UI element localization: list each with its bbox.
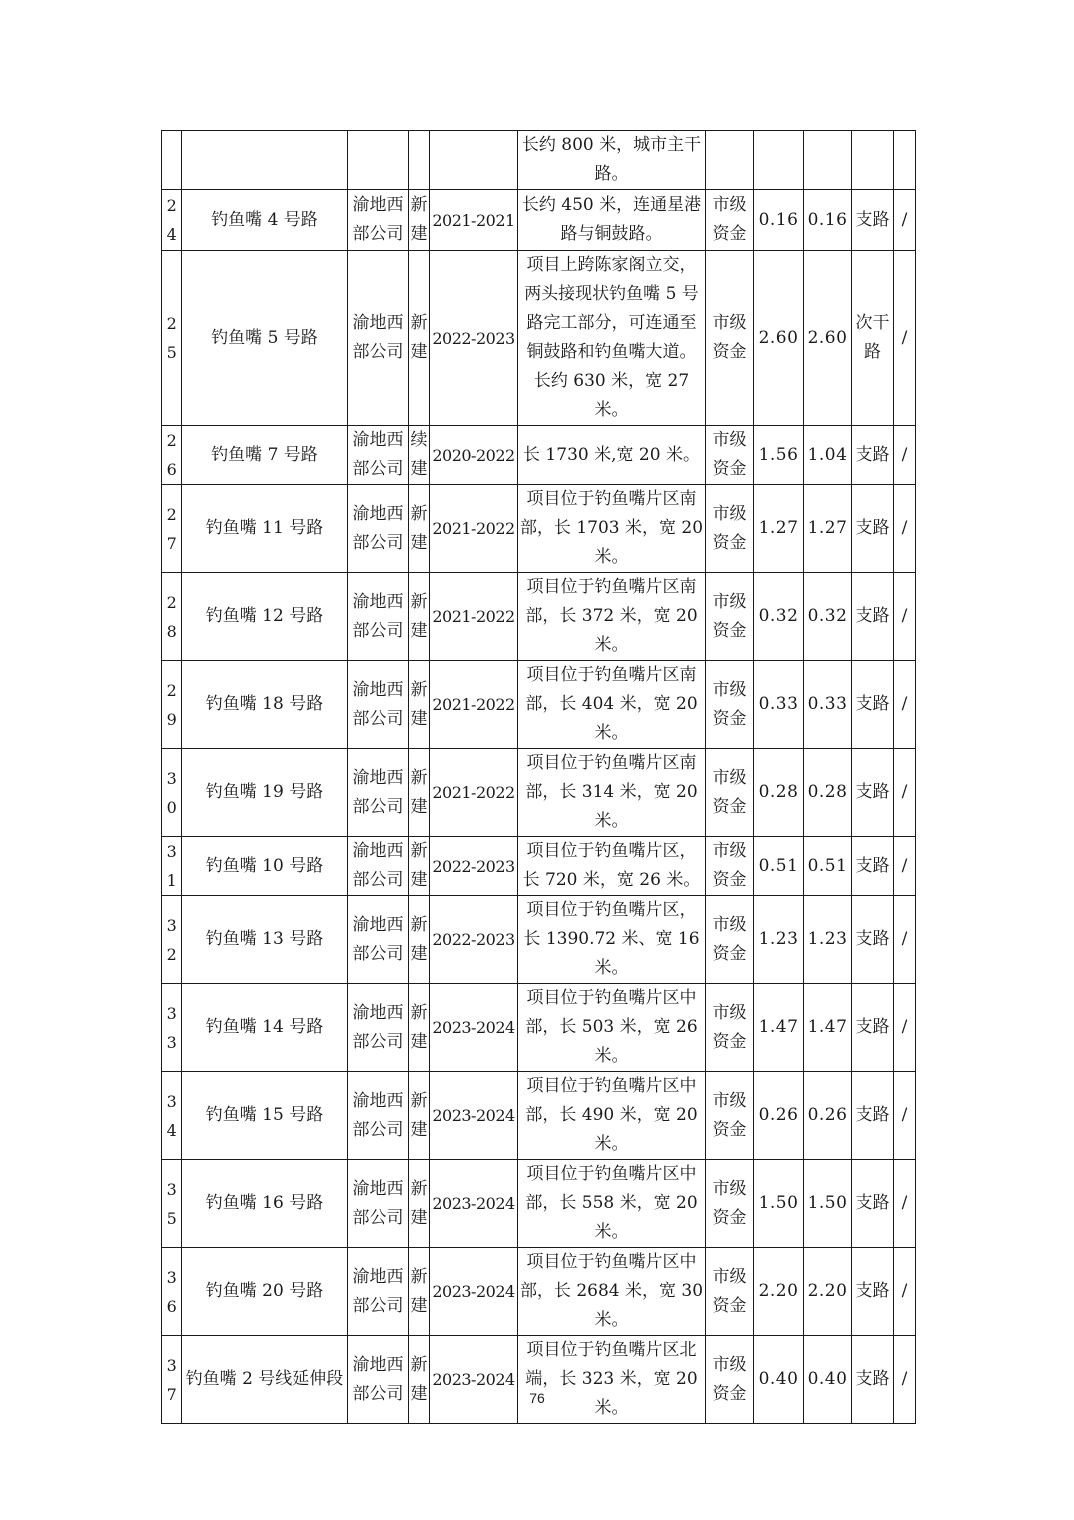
construction-type-cell (409, 131, 430, 190)
row-number-cell: 37 (162, 1336, 182, 1424)
total-investment-cell: 0.28 (754, 749, 804, 837)
row-number-cell: 30 (162, 749, 182, 837)
planned-investment-cell: 1.04 (804, 426, 852, 485)
road-grade-cell: 支路 (852, 661, 894, 749)
project-description-cell: 长约 800 米，城市主干路。 (518, 131, 706, 190)
project-description-cell: 项目位于钓鱼嘴片区南部，长 1703 米，宽 20 米。 (518, 485, 706, 573)
table-row (162, 426, 916, 485)
funding-source-cell: 市级资金 (706, 251, 754, 426)
table-row (162, 1160, 916, 1248)
construction-period-cell: 2022-2023 (430, 896, 518, 984)
row-number-cell: 31 (162, 837, 182, 896)
construction-type-cell: 新建 (409, 1072, 430, 1160)
planned-investment-cell: 1.47 (804, 984, 852, 1072)
road-grade-cell: 支路 (852, 837, 894, 896)
road-name-cell: 钓鱼嘴 16 号路 (182, 1160, 348, 1248)
owner-unit-cell: 渝地西部公司 (348, 984, 409, 1072)
funding-source-cell: 市级资金 (706, 1248, 754, 1336)
planned-investment-cell: 1.23 (804, 896, 852, 984)
road-name-cell: 钓鱼嘴 10 号路 (182, 837, 348, 896)
row-number-cell: 24 (162, 190, 182, 251)
project-description-cell: 项目上跨陈家阁立交，两头接现状钓鱼嘴 5 号路完工部分，可连通至铜鼓路和钓鱼嘴大道。长约 630 米，宽 27 米。 (518, 251, 706, 426)
table-row (162, 1248, 916, 1336)
road-name-cell: 钓鱼嘴 13 号路 (182, 896, 348, 984)
owner-unit-cell: 渝地西部公司 (348, 896, 409, 984)
row-number-cell: 33 (162, 984, 182, 1072)
project-description-cell: 项目位于钓鱼嘴片区北端，长 323 米，宽 20 米。 (518, 1336, 706, 1424)
table-row (162, 1072, 916, 1160)
remark-cell: / (894, 251, 916, 426)
owner-unit-cell: 渝地西部公司 (348, 837, 409, 896)
road-name-cell: 钓鱼嘴 20 号路 (182, 1248, 348, 1336)
planned-investment-cell: 0.26 (804, 1072, 852, 1160)
funding-source-cell: 市级资金 (706, 190, 754, 251)
table-row (162, 1336, 916, 1424)
funding-source-cell: 市级资金 (706, 896, 754, 984)
project-description-cell: 长约 450 米，连通星港路与铜鼓路。 (518, 190, 706, 251)
total-investment-cell: 1.23 (754, 896, 804, 984)
remark-cell: / (894, 896, 916, 984)
total-investment-cell: 0.33 (754, 661, 804, 749)
construction-type-cell: 新建 (409, 661, 430, 749)
table-body (162, 131, 916, 1424)
road-name-cell: 钓鱼嘴 14 号路 (182, 984, 348, 1072)
owner-unit-cell: 渝地西部公司 (348, 661, 409, 749)
project-description-cell: 项目位于钓鱼嘴片区，长 1390.72 米、宽 16 米。 (518, 896, 706, 984)
owner-unit-cell: 渝地西部公司 (348, 1160, 409, 1248)
construction-period-cell: 2023-2024 (430, 1160, 518, 1248)
total-investment-cell: 0.32 (754, 573, 804, 661)
road-name-cell: 钓鱼嘴 2 号线延伸段 (182, 1336, 348, 1424)
road-grade-cell: 支路 (852, 1160, 894, 1248)
project-description-cell: 项目位于钓鱼嘴片区中部，长 2684 米，宽 30 米。 (518, 1248, 706, 1336)
construction-type-cell: 新建 (409, 984, 430, 1072)
planned-investment-cell: 0.33 (804, 661, 852, 749)
road-grade-cell: 支路 (852, 749, 894, 837)
road-grade-cell: 支路 (852, 573, 894, 661)
road-name-cell: 钓鱼嘴 12 号路 (182, 573, 348, 661)
construction-period-cell: 2021-2022 (430, 661, 518, 749)
owner-unit-cell: 渝地西部公司 (348, 251, 409, 426)
table-row (162, 485, 916, 573)
total-investment-cell: 2.20 (754, 1248, 804, 1336)
construction-type-cell: 新建 (409, 190, 430, 251)
row-number-cell: 29 (162, 661, 182, 749)
table-row (162, 661, 916, 749)
owner-unit-cell: 渝地西部公司 (348, 485, 409, 573)
remark-cell: / (894, 984, 916, 1072)
project-description-cell: 长 1730 米,宽 20 米。 (518, 426, 706, 485)
table-row (162, 749, 916, 837)
construction-period-cell: 2021-2022 (430, 573, 518, 661)
total-investment-cell: 0.51 (754, 837, 804, 896)
funding-source-cell: 市级资金 (706, 573, 754, 661)
table-row (162, 837, 916, 896)
planned-investment-cell: 0.32 (804, 573, 852, 661)
funding-source-cell (706, 131, 754, 190)
planned-investment-cell: 2.60 (804, 251, 852, 426)
planned-investment-cell (804, 131, 852, 190)
owner-unit-cell (348, 131, 409, 190)
row-number-cell: 35 (162, 1160, 182, 1248)
road-name-cell: 钓鱼嘴 7 号路 (182, 426, 348, 485)
remark-cell: / (894, 1160, 916, 1248)
total-investment-cell: 1.47 (754, 984, 804, 1072)
road-name-cell: 钓鱼嘴 5 号路 (182, 251, 348, 426)
road-grade-cell: 支路 (852, 485, 894, 573)
project-description-cell: 项目位于钓鱼嘴片区南部，长 372 米，宽 20 米。 (518, 573, 706, 661)
remark-cell: / (894, 573, 916, 661)
construction-period-cell (430, 131, 518, 190)
row-number-cell: 26 (162, 426, 182, 485)
row-number-cell (162, 131, 182, 190)
road-grade-cell: 支路 (852, 426, 894, 485)
total-investment-cell: 0.26 (754, 1072, 804, 1160)
project-description-cell: 项目位于钓鱼嘴片区南部，长 404 米，宽 20 米。 (518, 661, 706, 749)
remark-cell: / (894, 749, 916, 837)
road-grade-cell: 支路 (852, 190, 894, 251)
owner-unit-cell: 渝地西部公司 (348, 1336, 409, 1424)
road-grade-cell: 支路 (852, 1248, 894, 1336)
row-number-cell: 32 (162, 896, 182, 984)
construction-type-cell: 续建 (409, 426, 430, 485)
road-name-cell: 钓鱼嘴 15 号路 (182, 1072, 348, 1160)
row-number-cell: 34 (162, 1072, 182, 1160)
total-investment-cell: 1.56 (754, 426, 804, 485)
remark-cell: / (894, 1248, 916, 1336)
project-description-cell: 项目位于钓鱼嘴片区中部，长 490 米，宽 20 米。 (518, 1072, 706, 1160)
total-investment-cell: 0.40 (754, 1336, 804, 1424)
road-name-cell: 钓鱼嘴 18 号路 (182, 661, 348, 749)
road-grade-cell: 支路 (852, 896, 894, 984)
remark-cell: / (894, 1072, 916, 1160)
row-number-cell: 25 (162, 251, 182, 426)
construction-period-cell: 2023-2024 (430, 1072, 518, 1160)
planned-investment-cell: 2.20 (804, 1248, 852, 1336)
construction-period-cell: 2022-2023 (430, 837, 518, 896)
page-number: 76 (529, 1390, 545, 1406)
funding-source-cell: 市级资金 (706, 426, 754, 485)
construction-period-cell: 2023-2024 (430, 1248, 518, 1336)
funding-source-cell: 市级资金 (706, 984, 754, 1072)
remark-cell (894, 131, 916, 190)
road-grade-cell: 支路 (852, 1072, 894, 1160)
remark-cell: / (894, 837, 916, 896)
construction-type-cell: 新建 (409, 837, 430, 896)
remark-cell: / (894, 661, 916, 749)
construction-period-cell: 2020-2022 (430, 426, 518, 485)
construction-period-cell: 2023-2024 (430, 984, 518, 1072)
construction-period-cell: 2021-2022 (430, 485, 518, 573)
construction-period-cell: 2022-2023 (430, 251, 518, 426)
remark-cell: / (894, 426, 916, 485)
table-row (162, 190, 916, 251)
funding-source-cell: 市级资金 (706, 661, 754, 749)
planned-investment-cell: 0.40 (804, 1336, 852, 1424)
funding-source-cell: 市级资金 (706, 485, 754, 573)
table-row (162, 896, 916, 984)
funding-source-cell: 市级资金 (706, 749, 754, 837)
construction-period-cell: 2021-2022 (430, 749, 518, 837)
construction-type-cell: 新建 (409, 896, 430, 984)
planned-investment-cell: 0.51 (804, 837, 852, 896)
funding-source-cell: 市级资金 (706, 837, 754, 896)
project-description-cell: 项目位于钓鱼嘴片区中部，长 558 米，宽 20 米。 (518, 1160, 706, 1248)
construction-period-cell: 2021-2021 (430, 190, 518, 251)
owner-unit-cell: 渝地西部公司 (348, 749, 409, 837)
owner-unit-cell: 渝地西部公司 (348, 1248, 409, 1336)
owner-unit-cell: 渝地西部公司 (348, 573, 409, 661)
road-grade-cell (852, 131, 894, 190)
construction-type-cell: 新建 (409, 1336, 430, 1424)
owner-unit-cell: 渝地西部公司 (348, 1072, 409, 1160)
road-name-cell: 钓鱼嘴 19 号路 (182, 749, 348, 837)
table-row (162, 251, 916, 426)
total-investment-cell: 1.27 (754, 485, 804, 573)
construction-type-cell: 新建 (409, 573, 430, 661)
owner-unit-cell: 渝地西部公司 (348, 426, 409, 485)
planned-investment-cell: 0.16 (804, 190, 852, 251)
project-description-cell: 项目位于钓鱼嘴片区南部，长 314 米，宽 20 米。 (518, 749, 706, 837)
table-row (162, 573, 916, 661)
road-grade-cell: 次干路 (852, 251, 894, 426)
planned-investment-cell: 1.27 (804, 485, 852, 573)
row-number-cell: 27 (162, 485, 182, 573)
remark-cell: / (894, 190, 916, 251)
table-row (162, 984, 916, 1072)
road-name-cell: 钓鱼嘴 4 号路 (182, 190, 348, 251)
project-description-cell: 项目位于钓鱼嘴片区中部，长 503 米，宽 26 米。 (518, 984, 706, 1072)
funding-source-cell: 市级资金 (706, 1336, 754, 1424)
road-grade-cell: 支路 (852, 984, 894, 1072)
road-name-cell (182, 131, 348, 190)
table-row (162, 131, 916, 190)
total-investment-cell (754, 131, 804, 190)
total-investment-cell: 2.60 (754, 251, 804, 426)
total-investment-cell: 0.16 (754, 190, 804, 251)
road-projects-table (161, 130, 916, 1424)
construction-type-cell: 新建 (409, 1160, 430, 1248)
construction-type-cell: 新建 (409, 485, 430, 573)
road-name-cell: 钓鱼嘴 11 号路 (182, 485, 348, 573)
construction-type-cell: 新建 (409, 749, 430, 837)
planned-investment-cell: 0.28 (804, 749, 852, 837)
road-grade-cell: 支路 (852, 1336, 894, 1424)
project-description-cell: 项目位于钓鱼嘴片区，长 720 米，宽 26 米。 (518, 837, 706, 896)
planned-investment-cell: 1.50 (804, 1160, 852, 1248)
construction-period-cell: 2023-2024 (430, 1336, 518, 1424)
remark-cell: / (894, 485, 916, 573)
funding-source-cell: 市级资金 (706, 1160, 754, 1248)
funding-source-cell: 市级资金 (706, 1072, 754, 1160)
construction-type-cell: 新建 (409, 1248, 430, 1336)
row-number-cell: 28 (162, 573, 182, 661)
construction-type-cell: 新建 (409, 251, 430, 426)
total-investment-cell: 1.50 (754, 1160, 804, 1248)
row-number-cell: 36 (162, 1248, 182, 1336)
owner-unit-cell: 渝地西部公司 (348, 190, 409, 251)
remark-cell: / (894, 1336, 916, 1424)
